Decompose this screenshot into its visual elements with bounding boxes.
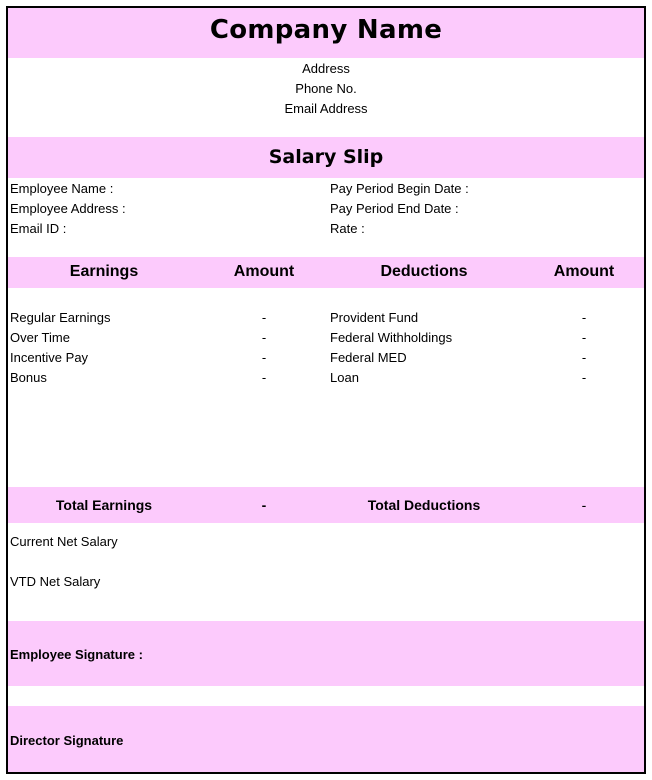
pay-period-begin-label: Pay Period Begin Date : — [330, 181, 469, 196]
total-deductions-label: Total Deductions — [367, 497, 481, 513]
totals-band — [8, 487, 644, 523]
deductions-amount-header: Amount — [553, 263, 615, 280]
deduction-item-amount: - — [581, 330, 587, 345]
email-id-label: Email ID : — [10, 221, 67, 236]
employee-signature-label: Employee Signature : — [10, 647, 143, 662]
earnings-item-amount: - — [261, 310, 267, 325]
salary-slip-title: Salary Slip — [268, 146, 384, 168]
deduction-item-amount: - — [581, 350, 587, 365]
earnings-amount-header: Amount — [233, 263, 295, 280]
company-phone: Phone No. — [295, 81, 357, 96]
total-deductions-value: - — [581, 497, 587, 513]
employee-address-label: Employee Address : — [10, 201, 126, 216]
rate-label: Rate : — [330, 221, 365, 236]
earnings-item-label: Regular Earnings — [10, 310, 111, 325]
earnings-item-label: Over Time — [10, 330, 70, 345]
director-signature-band — [8, 706, 644, 772]
earnings-item-label: Incentive Pay — [10, 350, 89, 365]
table-header-band — [8, 257, 644, 288]
earnings-item-amount: - — [261, 370, 267, 385]
earnings-header: Earnings — [69, 263, 139, 280]
earnings-item-amount: - — [261, 330, 267, 345]
deduction-item-amount: - — [581, 370, 587, 385]
deduction-item-label: Federal Withholdings — [330, 330, 453, 345]
deduction-item-label: Federal MED — [330, 350, 407, 365]
employee-signature-band — [8, 621, 644, 686]
total-earnings-label: Total Earnings — [55, 497, 153, 513]
deductions-header: Deductions — [380, 263, 468, 280]
company-name: Company Name — [209, 15, 443, 45]
ytd-net-salary-label: VTD Net Salary — [10, 574, 101, 589]
director-signature-label: Director Signature — [10, 733, 124, 748]
current-net-salary-label: Current Net Salary — [10, 534, 118, 549]
salary-slip-band — [8, 137, 644, 178]
pay-period-end-label: Pay Period End Date : — [330, 201, 459, 216]
earnings-item-label: Bonus — [10, 370, 47, 385]
deduction-item-label: Loan — [330, 370, 359, 385]
company-header-band — [8, 8, 644, 58]
earnings-item-amount: - — [261, 350, 267, 365]
deduction-item-label: Provident Fund — [330, 310, 419, 325]
salary-slip-sheet — [6, 6, 646, 774]
company-address: Address — [302, 61, 350, 76]
deduction-item-amount: - — [581, 310, 587, 325]
employee-name-label: Employee Name : — [10, 181, 114, 196]
total-earnings-value: - — [261, 497, 267, 513]
company-email: Email Address — [284, 101, 368, 116]
